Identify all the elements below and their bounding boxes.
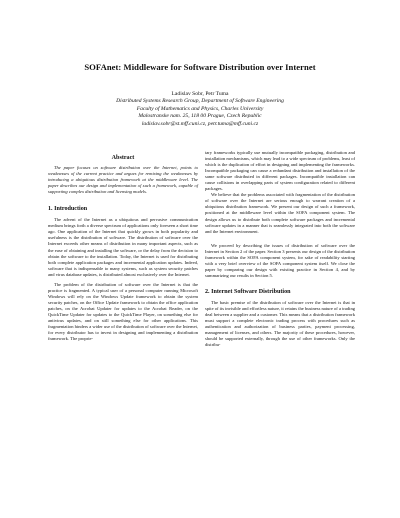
abstract-text: The paper focuses on software distribution over the Internet, points to weaknesses of the current practice and argues for remixing the weaknesses by introducing a ubiquitous distribution framework at the middleware level. The paper describes our design and implementation of such a framework, capable of supporting complex distribution and licensing models. — [48, 165, 198, 195]
authors: Ladislav Sobr, Petr Tuma — [171, 91, 229, 97]
paper-title: SOFAnet: Middleware for Software Distribution over Internet — [84, 62, 316, 72]
left-column — [48, 150, 198, 342]
affiliation-line: Faculty of Mathematics and Physics, Charles University — [136, 105, 264, 112]
body-paragraph: tary frameworks typically use mutually incompatible packaging, distribution and installation mechanisms, which may lead to a wide spectrum of problems, least of which is the duplication of effort in designing and implementing the frameworks. Incompatible packaging can cause a redundant distribution and installation of the same software distributed in different packages. Incompatible installation can cause collisions in overlapping parts of system configuration related to different packages. — [205, 150, 355, 192]
affiliation-line: Malostranske nam. 25, 118 00 Prague, Czech Republic — [138, 113, 262, 120]
section-heading-internet-software-distribution: 2. Internet Software Distribution — [205, 288, 291, 295]
author-emails: ladislav.sobr@st.mff.cuni.cz, petr.tuma@mff.cuni.cz — [141, 120, 259, 127]
body-paragraph: The basic premise of the distribution of software over the Internet is that in spite of its invisible and effortless nature, it retains the business nature of a trading deal between a supplier and a customer. This means that a distribution framework must support a complete electronic trading process with procedures such as authentication and authorization of business parties, payment processing, management of licenses, and others. The majority of these procedures, however, should be supported externally, through the use of other frameworks. Only the distribu- — [205, 299, 355, 348]
abstract-heading: Abstract — [111, 155, 135, 161]
body-paragraph: The advent of the Internet as a ubiquitous and pervasive communication medium brings forth a diverse spectrum of applications only foreseen a short time ago. One application of the Internet that quickly grows in both popularity and usefulness is the distribution of software. The distribution of software over the Internet exceeds other means of distribution in many important aspects, such as the ease of obtaining and installing the software, or the delay from the decision to obtain the software to the installation. Today, the Internet is used for distributing both complete application packages and incremental application updates. Indeed, software that is indispensable to many systems, such as system security patches and virus database updates, is distributed almost exclusively over the Internet. — [48, 217, 198, 277]
body-paragraph: We believe that the problems associated with fragmentation of the distribution of software over the Internet are serious enough to warrant creation of a ubiquitous distribution framework. We present our design of such a framework, positioned at the middleware level within the SOFA component system. The design allows us to distribute both complete software packages and incremental software updates in a manner that is seamlessly integrated into both the software and the Internet environment. — [205, 192, 355, 234]
body-paragraph: The problem of the distribution of software over the Internet is that the practice is fragmented. A typical user of a personal computer running Microsoft Windows will rely on the Windows Update framework to obtain the system security patches, on the Office Update framework to obtain the office application patches, on the Acrobat Updater for updates to the Acrobat Reader, on the QuickTime Updater for updates to the QuickTime Player, on something else for antivirus updates, and on still something else for other applications. This fragmentation hinders a wider use of the distribution of software over the Internet, for every distributor has to invest in designing and implementing a distribution framework. The proprie- — [48, 281, 198, 342]
body-paragraph: We proceed by describing the issues of distribution of software over the Internet in Section 2 of the paper. Section 3 presents our design of the distribution framework within the SOFA component system, for sake of readability starting with a very brief overview of the SOFA component system itself. We close the paper by comparing our design with existing practice in Section 4, and by summarizing our results in Section 5. — [205, 242, 355, 278]
author-block — [40, 91, 360, 128]
affiliation-line: Distributed Systems Research Group, Department of Software Engineering — [116, 98, 284, 105]
right-column — [205, 150, 355, 348]
section-heading-introduction: 1. Introduction — [48, 206, 88, 213]
